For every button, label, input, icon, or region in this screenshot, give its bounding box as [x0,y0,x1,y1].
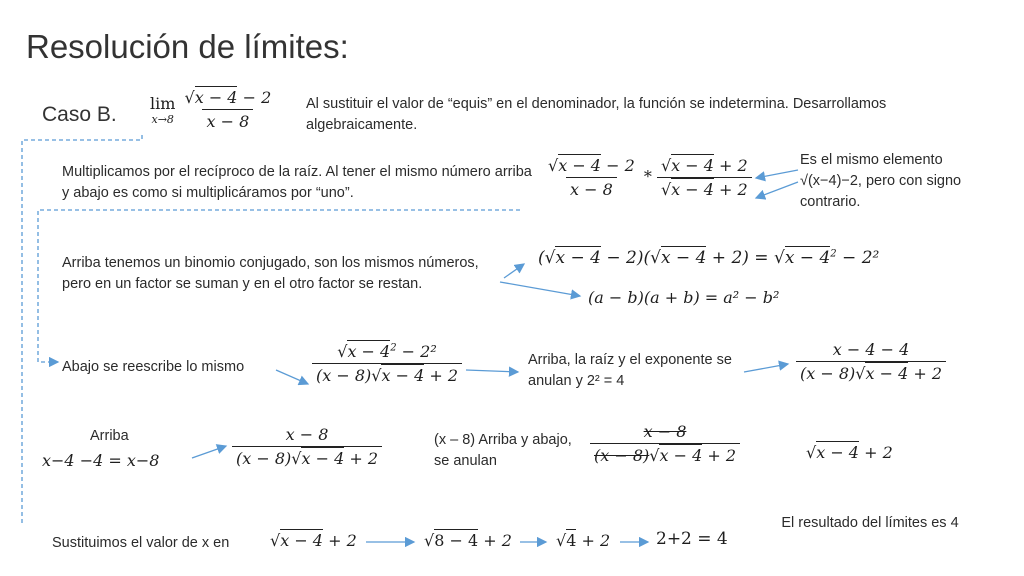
page-title: Resolución de límites: [26,28,349,65]
step4-label: Arriba [90,428,129,444]
lim-subscript: x→8 [151,112,174,126]
step1-expression: $\frac{√x - 4 - 2}{x - 8}$ * $\frac{√x - 4 + 2}{√x - 4 + 2}$ [544,156,752,199]
simplified-expression: √x − 4 + 2 [806,443,893,462]
step4-note: (x – 8) Arriba y abajo, se anulan [434,432,572,469]
arrow-to-step3 [276,370,308,384]
dashed-connector-1 [22,135,142,525]
arrow-to-conjugate [504,264,524,278]
conjugate-expression: $(√x - 4 - 2)(√x - 4 + 2) = √x - 4^2 - 2^2$ [538,248,880,268]
step3-note: Arriba, la raíz y el exponente se anulan y 2² = 4 [528,352,732,389]
case-label: Caso B. [42,103,117,126]
step3-expression: $\frac{√x - 4^2 - 2^2}{(x - 8)√x - 4 + 2}$ [312,342,462,385]
substituted-expression: √8 − 4 + 2 [424,531,512,550]
step5-expression: √x − 4 + 2 [270,531,357,550]
step4-expression: $\frac{x - 8}{(x - 8)√x - 4 + 2}$ [232,425,382,468]
step4-equation: x−4 −4 = x−8 [42,451,160,470]
step5-text: Sustituimos el valor de x en [52,535,230,551]
identity-expression: (a − b)(a + b) = a² − b² [588,288,780,307]
arrow-to-step4 [192,446,226,458]
arrow-to-identity [500,282,580,296]
cancel-expression: $\frac{x - 8}{(x - 8)√x - 4 + 2}$ [590,422,740,465]
lim-word: lim [150,93,176,113]
dashed-connector-2 [38,210,520,362]
arrow-note-bottom [756,182,798,198]
arrow-note-top [756,170,798,178]
step3-text: Abajo se reescribe lo mismo [62,359,245,375]
step3-result: $\frac{x - 4 - 4}{(x - 8)√x - 4 + 2}$ [796,340,946,383]
final-expression: 2+2 = 4 [656,529,728,549]
step1-note: Es el mismo elemento √(x−4)−2, pero con signo contrario. [800,152,962,210]
step2-text: Arriba tenemos un binomio conjugado, son los mismos números, pero en un factor se suman y en el otro factor se restan. [62,255,479,292]
intro-text: Al sustituir el valor de “equis” en el denominador, la función se indetermina. Desarrollamos algebraicamente. [306,96,887,133]
sqrt4-expression: √4 + 2 [556,531,611,550]
limit-fraction: $\frac{√x - 4 - 2}{x - 8}$ [184,88,272,131]
result-text: El resultado del límites es 4 [781,515,959,531]
arrow-to-step3-note [466,370,518,372]
arrow-to-step3-result [744,364,788,372]
step1-text: Multiplicamos por el recíproco de la raíz. Al tener el mismo número arriba y abajo es como si multiplicáramos por “uno”. [62,164,532,201]
